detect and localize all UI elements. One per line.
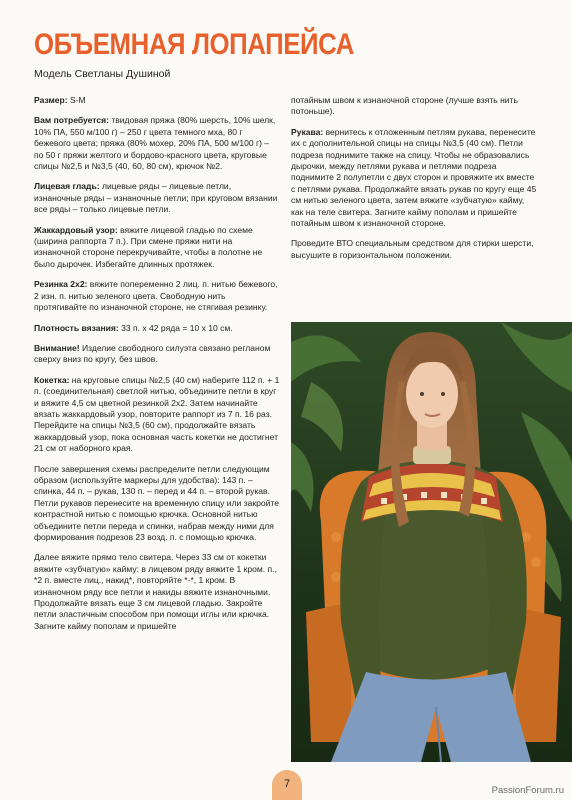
instructions-right-column: [291, 95, 539, 270]
paragraph-sleeves: Рукава: вернитесь к отложенным петлям рукава, перенесите их с дополнительной спицы на спицы №3,5 (40 см). Петли подреза поднимите также на спицу. Чтобы не образовались дырочки, между петлями рукава и петлями подреза поднимите 2 полупетли с двух сторон и провяжите их вместе с петлями рукава. Продолжайте вязать рукав по кругу еще 45 см нитью зеленого цвета, затем вяжите «зубчатую» кайму, как на теле свитера. Загните кайму пополам и пришейте потайным швом к изнаночной стороне.: [291, 126, 537, 229]
paragraph-attention: Внимание! Изделие свободного силуэта связано регланом сверху вниз по кругу, без швов.: [34, 342, 271, 365]
watermark: PassionForum.ru: [491, 785, 564, 796]
author-credit: Модель Светланы Душиной: [34, 68, 171, 80]
paragraph-stockinette: Лицевая гладь: лицевые ряды – лицевые петли, изнаночные ряды – изнаночные петли; при круговом вязании все ряды – только лицевые петли.: [34, 181, 278, 215]
paragraph-distribute: После завершения схемы распределите петли следующим образом (используйте маркеры для удобства): 143 п. – спинка, 44 п. – рукав, 130 п. – перед и 44 п. – второй рукав. Петли рукавов перенесите на временную спицу или закройте контрастной нитью с помощью крючка. Основной нитью объедините петли переда и спинки, набрав между ними для формирования подрезов 23 возд. п. с помощью крючка.: [34, 463, 279, 542]
paragraph-continued: потайным швом к изнаночной стороне (лучше взять нить потоньше).: [291, 95, 518, 117]
paragraph-materials: Вам потребуется: твидовая пряжа (80% шерсть, 10% шелк, 10% ПА, 550 м/100 г) – 250 г цвета темного мха, 80 г бежевого цвета; пряжа (80% мохер, 20% ПА, 500 м/100 г) – по 50 г пряжи желтого и бордово-красного цвета, круговые спицы №2,5 и №3,5 (40, 60, 80 см), крючок №2.: [34, 115, 276, 172]
page-title: ОБЪЕМНАЯ ЛОПАПЕЙСА: [34, 28, 354, 61]
paragraph-body: Далее вяжите прямо тело свитера. Через 33 см от кокетки вяжите «зубчатую» кайму: в лицевом ряду вяжите 1 кром. п., *2 п. вместе лиц., накид*, повторяйте *-*, 1 кром. В изнаночном ряду все петли и накиды вяжите изнаночными. Продолжайте вязать еще 3 см лицевой гладью. Закройте петли эластичным способом при помощи иглы или крючка. Загните кайму пополам и пришейте: [34, 552, 277, 631]
paragraph-gauge: Плотность вязания: 33 п. х 42 ряда = 10 х 10 см.: [34, 322, 233, 333]
paragraph-jacquard: Жаккардовый узор: вяжите лицевой гладью по схеме (ширина раппорта 7 п.). При смене пряжи нити на изнаночной стороне перекручивайте, чтобы в полотне не было дырочек. Избегайте длинных протяжек.: [34, 224, 263, 269]
model-photo: [291, 322, 572, 762]
model-in-sweater-illustration: [291, 322, 572, 762]
paragraph-finishing: Проведите ВТО специальным средством для стирки шерсти, высушите в горизонтальном положении.: [291, 238, 534, 260]
page-number: 7: [272, 770, 302, 800]
paragraph-yoke: Кокетка: на круговые спицы №2,5 (40 см) наберите 112 п. + 1 п. (соединительная) светлой нитью, объедините петли в круг и вяжите 4,5 см цветной резинкой 2х2. Затем начинайте вязать жаккардовый узор, повторите раппорт из 7 п. 16 раз. Перейдите на спицы №3,5 (60 см), продолжайте вязать жаккардовый узор, пока основная часть кокетки не достигнет 21 см от наборного края.: [34, 374, 280, 454]
instructions-left-column: [34, 95, 280, 641]
paragraph-rib: Резинка 2х2: вяжите попеременно 2 лиц. п. нитью бежевого, 2 изн. п. нитью зеленого цвета. Свободную нить протягивайте по изнаночной стороне, не стягивая резинку.: [34, 279, 278, 313]
paragraph-size: Размер: S-M: [34, 95, 86, 105]
